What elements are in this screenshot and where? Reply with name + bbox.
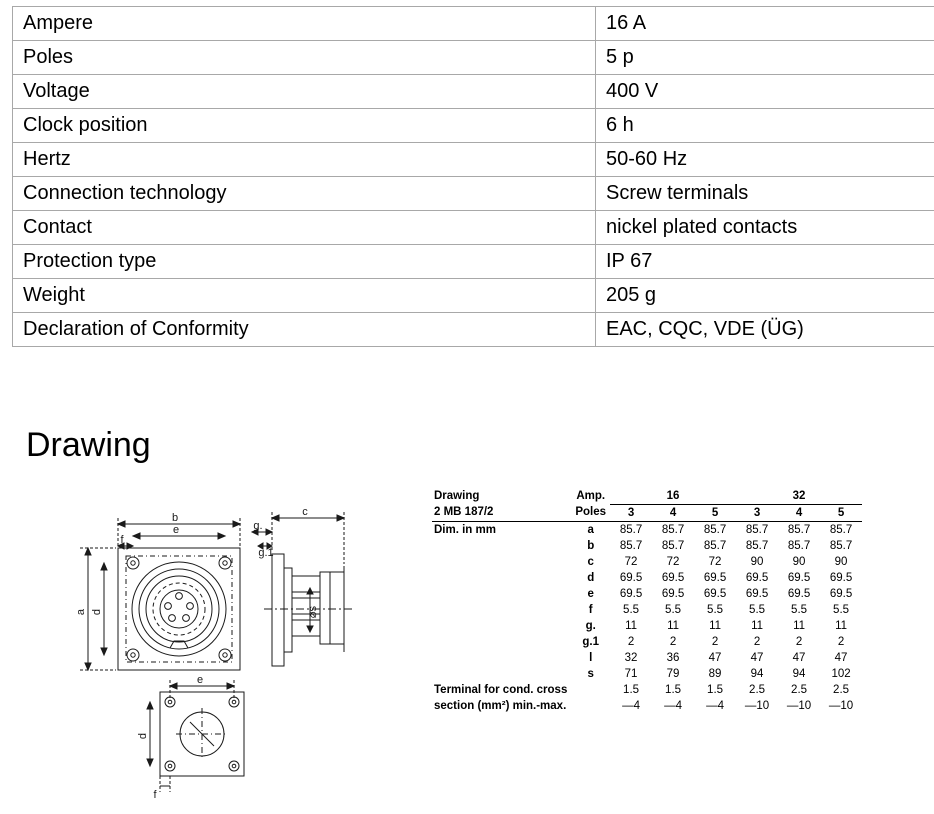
table-row (13, 41, 934, 75)
dim-value: 69.5 (610, 586, 652, 602)
dimension-table (432, 488, 862, 714)
spec-value: 50-60 Hz (596, 143, 934, 177)
dim-value: 69.5 (820, 570, 862, 586)
table-row (432, 666, 862, 682)
spec-key: Clock position (13, 109, 596, 143)
spec-key: Declaration of Conformity (13, 313, 596, 347)
dim-value: 47 (736, 650, 778, 666)
dim-value: 72 (652, 554, 694, 570)
dim-value: 2 (820, 634, 862, 650)
spec-value: 400 V (596, 75, 934, 109)
dim-header-poles: Poles (571, 505, 610, 522)
dim-value: 11 (736, 618, 778, 634)
terminal-label-line1: Terminal for cond. cross (432, 682, 571, 698)
dim-value: 85.7 (652, 538, 694, 554)
table-row (13, 211, 934, 245)
dim-row-spacer (432, 570, 571, 586)
dim-label-f2: f (153, 789, 157, 801)
terminal-label-line2: section (mm²) min.-max. (432, 698, 571, 714)
dim-value: 2 (778, 634, 820, 650)
dim-value: 85.7 (820, 538, 862, 554)
dim-row-spacer (432, 586, 571, 602)
terminal-value-min: 2.5 (736, 682, 778, 698)
dim-value: 47 (778, 650, 820, 666)
dim-value: 69.5 (736, 586, 778, 602)
table-row (432, 618, 862, 634)
table-row (13, 313, 934, 347)
spec-value: Screw terminals (596, 177, 934, 211)
terminal-value-max: —10 (820, 698, 862, 714)
spec-key: Voltage (13, 75, 596, 109)
terminal-value-max: —4 (610, 698, 652, 714)
dim-row-key: f (571, 602, 610, 618)
dim-value: 69.5 (652, 570, 694, 586)
dim-header-row-poles (432, 505, 862, 522)
dim-row-spacer (432, 554, 571, 570)
dim-value: 32 (610, 650, 652, 666)
page-title: Drawing (26, 426, 151, 464)
dimension-table-body (432, 488, 862, 714)
dim-value: 69.5 (694, 570, 736, 586)
dim-value: 85.7 (694, 522, 736, 539)
dim-header-pole-count: 4 (778, 505, 820, 522)
dim-unit-label: Dim. in mm (432, 522, 571, 539)
terminal-value-min: 2.5 (820, 682, 862, 698)
dim-row-spacer (432, 602, 571, 618)
dim-value: 11 (820, 618, 862, 634)
dim-value: 85.7 (736, 538, 778, 554)
terminal-value-min: 1.5 (694, 682, 736, 698)
dim-row-key: c (571, 554, 610, 570)
dim-value: 47 (694, 650, 736, 666)
dim-value: 36 (652, 650, 694, 666)
dim-value: 85.7 (736, 522, 778, 539)
dim-value: 5.5 (652, 602, 694, 618)
table-row (13, 245, 934, 279)
table-row (432, 586, 862, 602)
dim-label-s: ⌀s (307, 605, 319, 618)
dim-value: 72 (694, 554, 736, 570)
dim-row-key: a (571, 522, 610, 539)
dim-value: 11 (652, 618, 694, 634)
table-row (13, 177, 934, 211)
dim-value: 2 (652, 634, 694, 650)
table-row (432, 634, 862, 650)
dim-value: 85.7 (694, 538, 736, 554)
dim-value: 69.5 (736, 570, 778, 586)
table-row (432, 570, 862, 586)
dim-row-key: d (571, 570, 610, 586)
spec-value: 16 A (596, 7, 934, 41)
table-row (432, 602, 862, 618)
dim-value: 5.5 (610, 602, 652, 618)
terminal-row-max (432, 698, 862, 714)
dim-value: 90 (778, 554, 820, 570)
dim-value: 69.5 (778, 570, 820, 586)
terminal-rowkey-spacer (571, 698, 610, 714)
dim-header-pole-count: 5 (694, 505, 736, 522)
dim-value: 94 (778, 666, 820, 682)
dim-row-key: g.1 (571, 634, 610, 650)
spec-value: IP 67 (596, 245, 934, 279)
dim-value: 90 (820, 554, 862, 570)
dim-header-pole-count: 3 (610, 505, 652, 522)
dim-value: 2 (610, 634, 652, 650)
table-row (13, 279, 934, 313)
terminal-value-max: —4 (694, 698, 736, 714)
dim-value: 79 (652, 666, 694, 682)
dim-label-d2: d (137, 733, 149, 739)
dim-label-e: e (173, 524, 179, 536)
spec-key: Hertz (13, 143, 596, 177)
table-row (432, 554, 862, 570)
terminal-rowkey-spacer (571, 682, 610, 698)
terminal-value-min: 1.5 (610, 682, 652, 698)
dim-row-key: s (571, 666, 610, 682)
table-row (13, 75, 934, 109)
dim-row-key: b (571, 538, 610, 554)
dim-label-g1: g.1 (258, 547, 273, 559)
terminal-row-min (432, 682, 862, 698)
dim-label-e2: e (197, 674, 203, 686)
spec-key: Protection type (13, 245, 596, 279)
terminal-value-max: —4 (652, 698, 694, 714)
terminal-value-min: 1.5 (652, 682, 694, 698)
dim-value: 71 (610, 666, 652, 682)
spec-value: 5 p (596, 41, 934, 75)
spec-key: Poles (13, 41, 596, 75)
dim-value: 2 (694, 634, 736, 650)
dim-row-key: g. (571, 618, 610, 634)
specifications-table-body (13, 7, 934, 347)
dim-value: 69.5 (778, 586, 820, 602)
dim-label-f: f (120, 534, 124, 546)
terminal-value-min: 2.5 (778, 682, 820, 698)
dim-value: 69.5 (652, 586, 694, 602)
dim-row-spacer (432, 538, 571, 554)
dim-value: 90 (736, 554, 778, 570)
dim-row-spacer (432, 650, 571, 666)
dim-header-amp-16: 16 (610, 488, 736, 505)
dim-header-drawing-code: 2 MB 187/2 (432, 505, 571, 522)
dim-header-pole-count: 3 (736, 505, 778, 522)
dim-header-amp: Amp. (571, 488, 610, 505)
dim-label-a: a (75, 608, 87, 615)
spec-value: 6 h (596, 109, 934, 143)
spec-key: Weight (13, 279, 596, 313)
dim-value: 69.5 (694, 586, 736, 602)
dim-row-key: l (571, 650, 610, 666)
dim-value: 69.5 (610, 570, 652, 586)
dim-value: 89 (694, 666, 736, 682)
dim-value: 94 (736, 666, 778, 682)
dim-value: 47 (820, 650, 862, 666)
dim-row-key: e (571, 586, 610, 602)
spec-key: Contact (13, 211, 596, 245)
spec-value: EAC, CQC, VDE (ÜG) (596, 313, 934, 347)
dim-header-pole-count: 4 (652, 505, 694, 522)
dim-label-c: c (302, 506, 308, 518)
dim-value: 5.5 (778, 602, 820, 618)
dim-label-g: g. (253, 520, 262, 532)
spec-value: 205 g (596, 279, 934, 313)
dim-row-spacer (432, 666, 571, 682)
spec-key: Connection technology (13, 177, 596, 211)
dim-value: 5.5 (736, 602, 778, 618)
dim-row-spacer (432, 618, 571, 634)
dim-label-b: b (172, 512, 178, 524)
dim-value: 5.5 (694, 602, 736, 618)
specifications-table (12, 6, 934, 347)
dim-header-row-amp (432, 488, 862, 505)
dim-value: 11 (610, 618, 652, 634)
dim-value: 5.5 (820, 602, 862, 618)
dim-value: 85.7 (652, 522, 694, 539)
table-row (432, 650, 862, 666)
table-row (432, 522, 862, 539)
dim-value: 72 (610, 554, 652, 570)
dim-value: 102 (820, 666, 862, 682)
table-row (13, 7, 934, 41)
dim-header-pole-count: 5 (820, 505, 862, 522)
dim-value: 69.5 (820, 586, 862, 602)
dim-value: 2 (736, 634, 778, 650)
dim-value: 85.7 (820, 522, 862, 539)
terminal-value-max: —10 (778, 698, 820, 714)
spec-key: Ampere (13, 7, 596, 41)
dim-value: 11 (694, 618, 736, 634)
dim-header-amp-32: 32 (736, 488, 862, 505)
dim-value: 85.7 (610, 538, 652, 554)
table-row (432, 538, 862, 554)
table-row (13, 109, 934, 143)
dim-header-drawing: Drawing (432, 488, 571, 505)
terminal-value-max: —10 (736, 698, 778, 714)
table-row (13, 143, 934, 177)
drawing-figure-svg (0, 476, 420, 806)
dim-value: 85.7 (778, 538, 820, 554)
spec-value: nickel plated contacts (596, 211, 934, 245)
dim-value: 11 (778, 618, 820, 634)
dim-value: 85.7 (778, 522, 820, 539)
dim-row-spacer (432, 634, 571, 650)
dim-label-d: d (91, 609, 103, 615)
dim-value: 85.7 (610, 522, 652, 539)
